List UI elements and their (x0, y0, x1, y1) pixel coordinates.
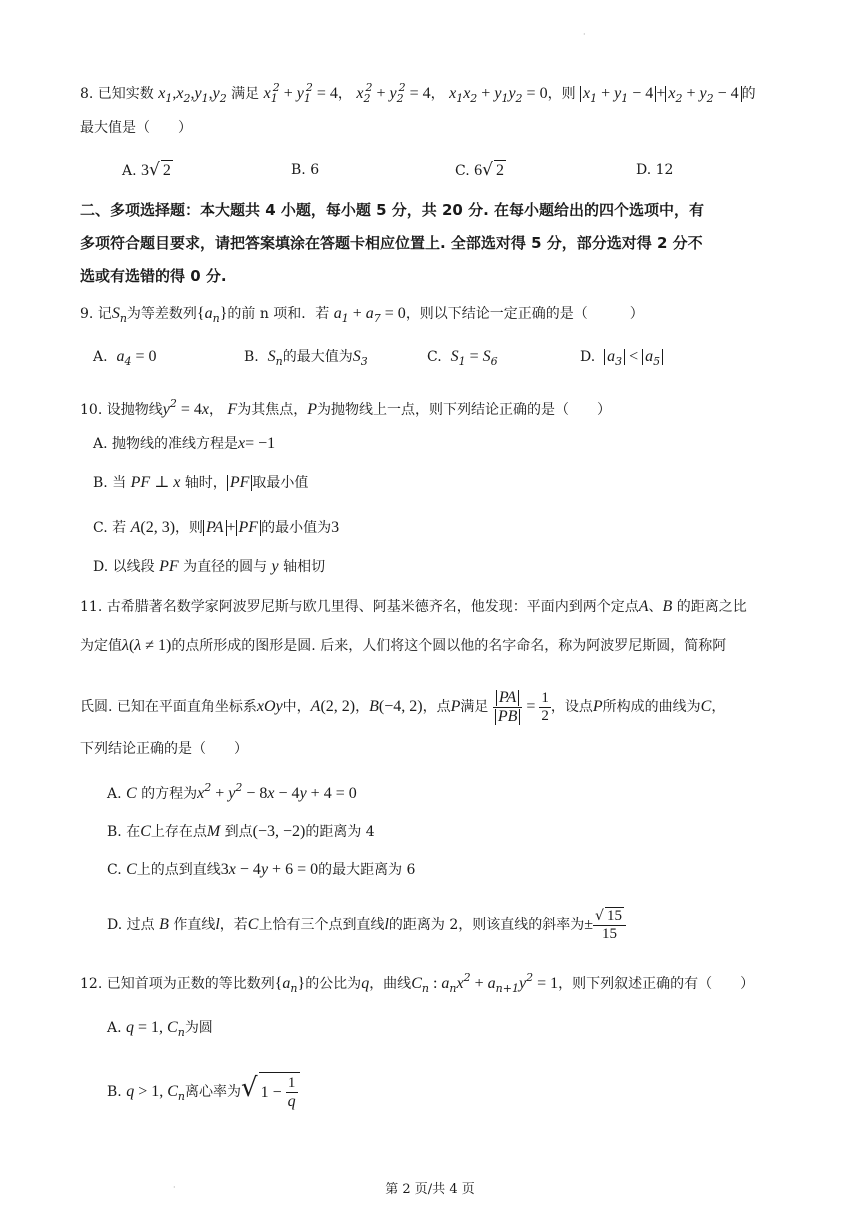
q11-option-a: A. C 的方程为$x^2 + y^2 - 8x - 4y + 4 = 0$ (107, 781, 357, 802)
section2-instructions-line2: 多项符合题目要求，请把答案填涂在答题卡相应位置上. 全部选对得 5 分，部分选对得 2 分不 (80, 234, 703, 252)
q8-stem-line2: 最大值是（ ） (80, 120, 192, 136)
q8-option-a: A. 3√ 2 (122, 160, 171, 180)
q8-option-b: B. 6 (291, 162, 320, 178)
q8-option-d: D. 12 (636, 162, 674, 178)
q11-stem-line3: 氏圆. 已知在平面直角坐标系xOy中，A(2, 2)，B(−4, 2)，点P满足 $\frac{PA}{PB}$ = $\frac{1}{2}$ ，设点P所构成的曲线为C， (80, 688, 726, 725)
q9-option-d: D. $a_3 < a_5$ (580, 347, 663, 372)
q9-stem: 9. 记$S_n$为等差数列$\{a_n\}$的前 n 项和．若 $a_1 + a_7 = 0$，则以下结论一定正确的是（ ） (80, 305, 644, 325)
q12-option-b: B. q > 1, $C_n$离心率为√ 1 − $\frac{1}{q}$ (107, 1068, 300, 1117)
section2-instructions-line1: 二、多项选择题：本大题共 4 小题，每小题 5 分，共 20 分. 在每小题给出的四个选项中，有 (80, 201, 705, 219)
page-footer: 第 2 页/共 4 页 (385, 1182, 475, 1197)
q10-option-b: B. 当 PF ⊥ x 轴时， PF 取最小值 (93, 474, 309, 491)
q8-stem: 8. 已知实数 $x_1,x_2,y_1,y_2$ 满足 $x_1^2 + y_1^2 = 4$， $x_2^2 + y_2^2 = 4$， $x_1x_2 + y_1y_2 = 0$，则 $x_1 + y_1 - 4 + x_2 + y_2 - 4$ 的 (80, 81, 756, 105)
q11-stem-line1: 11. 古希腊著名数学家阿波罗尼斯与欧几里得、阿基米德齐名，他发现：平面内到两个定点A、B 的距离之比 (80, 598, 747, 615)
scan-dot: · (173, 1183, 176, 1192)
q9-option-a: A. $a_4 = 0$ (93, 348, 157, 368)
q10-option-d: D. 以线段 PF 为直径的圆与 y 轴相切 (93, 558, 326, 575)
q10-stem: 10. 设抛物线$y^2 = 4x$， F为其焦点，P为抛物线上一点，则下列结论正确的是（ ） (80, 397, 611, 418)
q10-option-a: A. 抛物线的准线方程是x= −1 (93, 435, 276, 452)
q11-stem-line4: 下列结论正确的是（ ） (80, 741, 248, 757)
q11-option-c: C. C上的点到直线3x − 4y + 6 = 0的最大距离为 6 (107, 861, 416, 878)
q8-option-c: C. 6√ 2 (455, 160, 504, 180)
q10-option-c: C. 若 A(2, 3)，则 PA + PF 的最小值为3 (93, 519, 340, 536)
q12-stem: 12. 已知首项为正数的等比数列$\{a_n\}$的公比为q，曲线$C_n$ : $a_nx^2 + a_{n+1}y^2 = 1$，则下列叙述正确的有（ ） (80, 971, 755, 995)
q9-option-b: B. $S_n$的最大值为$S_3$ (244, 348, 368, 368)
q11-stem-line2: 为定值λ(λ ≠ 1)的点所形成的图形是圆. 后来，人们将这个圆以他的名字命名，称为阿波罗尼斯圆，简称阿 (80, 637, 727, 654)
q9-option-c: C. $S_1 = S_6$ (427, 348, 498, 368)
q12-option-a: A. q = 1, $C_n$为圆 (107, 1019, 213, 1039)
q11-option-b: B. 在C上存在点M 到点(−3, −2)的距离为 4 (107, 823, 375, 840)
section2-instructions-line3: 选或有选错的得 0 分. (80, 267, 227, 285)
scan-dot: · (583, 30, 586, 39)
q11-option-d: D. 过点 B 作直线l，若C上恰有三个点到直线l的距离为 2，则该直线的斜率为± $\frac{√ 15}{15}$ (107, 905, 626, 945)
